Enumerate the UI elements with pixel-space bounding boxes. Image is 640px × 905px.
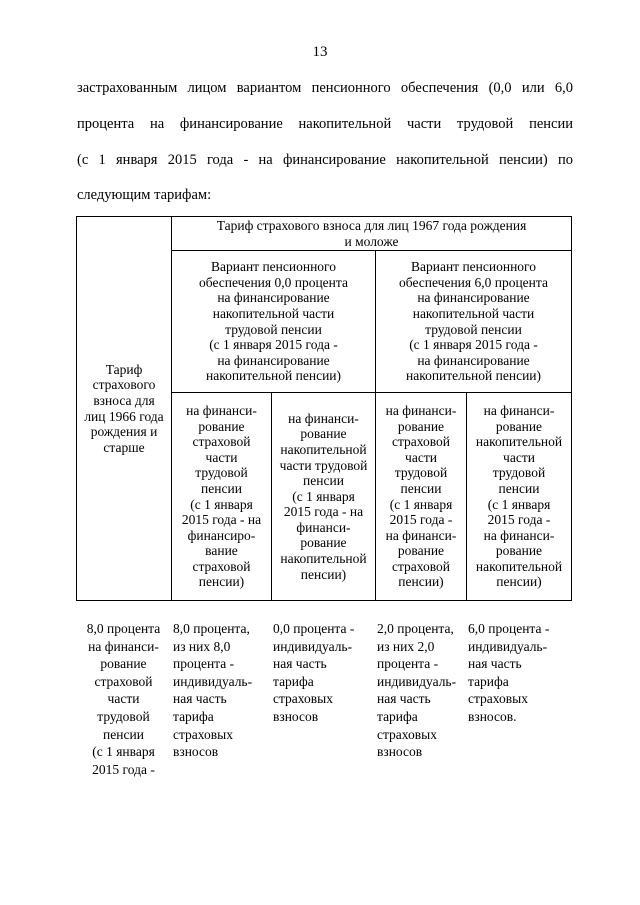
variant-6-header: Вариант пенсионного обеспечения 6,0 процента на финансирование накопительной части трудовой пенсии (с 1 января 2015 года - на финансирование накопительной пенсии) xyxy=(376,251,572,393)
sub-column-insurance-6: на финанси- рование страховой части трудовой пенсии (с 1 января 2015 года - на финанси- рование страховой пенсии) xyxy=(376,393,467,601)
sub-column-funded-0: на финанси- рование накопительной части трудовой пенсии (с 1 января 2015 года - на финанси- рование накопительной пенсии) xyxy=(272,393,376,601)
intro-line: процента на финансирование накопительной части трудовой пенсии xyxy=(77,116,573,132)
sub-column-funded-6: на финанси- рование накопительной части трудовой пенсии (с 1 января 2015 года - на финанси- рование накопительной пенсии) xyxy=(467,393,572,601)
tariff-values-row xyxy=(76,620,571,778)
value-old-age: 8,0 процента на финанси- рование страховой части трудовой пенсии (с 1 января 2015 года - xyxy=(86,621,161,777)
value-funded-0: 0,0 процента - индивидуаль- ная часть тарифа страховых взносов xyxy=(273,621,355,724)
intro-line: застрахованным лицом вариантом пенсионного обеспечения (0,0 или 6,0 xyxy=(77,80,573,96)
page-number: 13 xyxy=(312,44,328,60)
value-insurance-0: 8,0 процента, из них 8,0 процента - индивидуаль- ная часть тарифа страховых взносов xyxy=(173,621,253,760)
value-insurance-6: 2,0 процента, из них 2,0 процента - индивидуаль- ная часть тарифа страховых взносов xyxy=(377,621,457,760)
tariff-table xyxy=(76,216,572,601)
intro-line: (с 1 января 2015 года - на финансирование накопительной пенсии) по xyxy=(77,152,573,168)
sub-column-insurance-0: на финанси- рование страховой части трудовой пенсии (с 1 января 2015 года - на финансиро- вание страховой пенсии) xyxy=(172,393,272,601)
intro-line: следующим тарифам: xyxy=(77,187,212,203)
young-age-tariff-header: Тариф страхового взноса для лиц 1967 года рождения и моложе xyxy=(172,217,572,251)
old-age-tariff-header: Тариф страхового взноса для лиц 1966 года рождения и старше xyxy=(77,217,172,601)
value-funded-6: 6,0 процента - индивидуаль- ная часть тарифа страховых взносов. xyxy=(468,621,550,724)
variant-0-header: Вариант пенсионного обеспечения 0,0 процента на финансирование накопительной части трудовой пенсии (с 1 января 2015 года - на финансирование накопительной пенсии) xyxy=(172,251,376,393)
